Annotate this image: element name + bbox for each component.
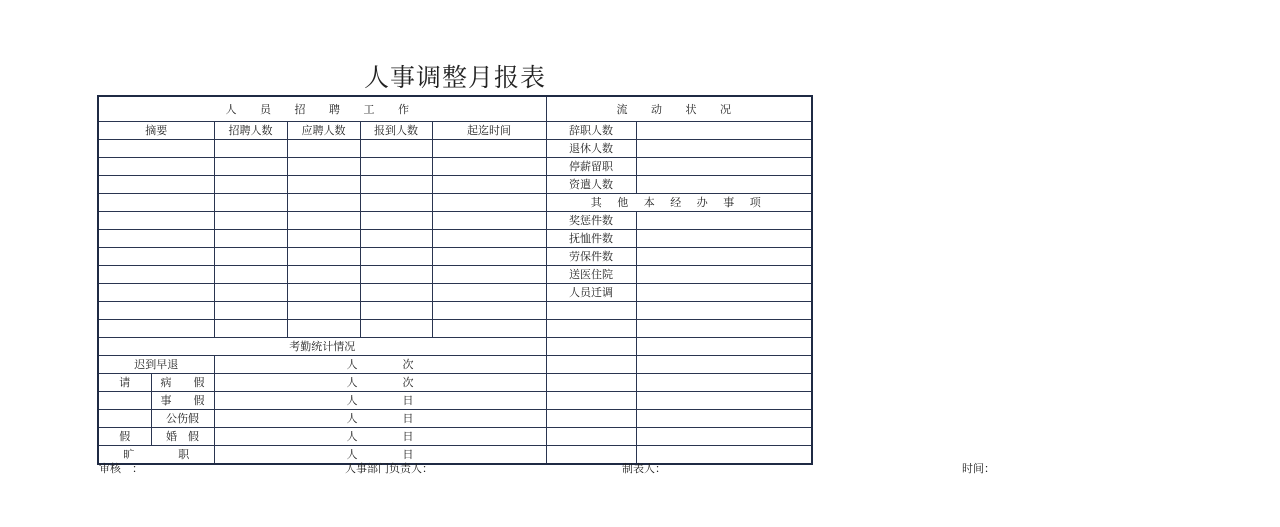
other-value[interactable] xyxy=(636,230,812,248)
cell[interactable] xyxy=(98,266,214,284)
cell[interactable] xyxy=(360,176,432,194)
cell[interactable] xyxy=(546,374,636,392)
cell[interactable] xyxy=(214,302,287,320)
cell[interactable] xyxy=(214,140,287,158)
cell[interactable] xyxy=(98,230,214,248)
cell[interactable] xyxy=(98,284,214,302)
other-label: 人员迁调 xyxy=(546,284,636,302)
other-value[interactable] xyxy=(636,284,812,302)
time-label: 时间： xyxy=(962,462,995,475)
cell[interactable] xyxy=(432,266,546,284)
flow-value[interactable] xyxy=(636,140,812,158)
cell[interactable] xyxy=(287,176,360,194)
unit: 日 xyxy=(402,448,414,461)
cell[interactable] xyxy=(360,230,432,248)
cell[interactable] xyxy=(360,248,432,266)
flow-label: 停薪留职 xyxy=(546,158,636,176)
unit-person: 人 xyxy=(346,394,358,407)
other-header: 其 他 本 经 办 事 项 xyxy=(546,194,812,212)
col-reported-count: 报到人数 xyxy=(360,122,432,140)
cell[interactable] xyxy=(636,428,812,446)
cell[interactable] xyxy=(287,212,360,230)
cell[interactable] xyxy=(287,284,360,302)
cell[interactable] xyxy=(432,140,546,158)
cell[interactable] xyxy=(546,320,636,338)
cell[interactable] xyxy=(98,158,214,176)
leave-value[interactable] xyxy=(214,392,546,410)
cell[interactable] xyxy=(546,338,636,356)
cell[interactable] xyxy=(432,302,546,320)
leave-value[interactable] xyxy=(214,428,546,446)
flow-header: 流 动 状 况 xyxy=(546,96,812,122)
late-label: 迟到早退 xyxy=(98,356,214,374)
maker-label: 制表人： xyxy=(622,462,666,475)
cell[interactable] xyxy=(636,338,812,356)
col-applicant-count: 应聘人数 xyxy=(287,122,360,140)
cell[interactable] xyxy=(98,248,214,266)
cell[interactable] xyxy=(214,320,287,338)
cell[interactable] xyxy=(214,212,287,230)
cell[interactable] xyxy=(432,248,546,266)
review-label: 审核 ： xyxy=(99,462,143,475)
cell[interactable] xyxy=(432,212,546,230)
other-label: 奖惩件数 xyxy=(546,212,636,230)
cell[interactable] xyxy=(98,212,214,230)
cell[interactable] xyxy=(287,266,360,284)
unit: 日 xyxy=(402,412,414,425)
cell[interactable] xyxy=(214,176,287,194)
unit-person: 人 xyxy=(346,430,358,443)
other-label: 送医住院 xyxy=(546,266,636,284)
cell[interactable] xyxy=(432,284,546,302)
unit-person: 人 xyxy=(346,358,358,371)
cell[interactable] xyxy=(360,284,432,302)
cell[interactable] xyxy=(98,140,214,158)
unit: 次 xyxy=(402,358,414,371)
cell[interactable] xyxy=(360,302,432,320)
flow-label: 退休人数 xyxy=(546,140,636,158)
unit-person: 人 xyxy=(346,412,358,425)
col-recruit-count: 招聘人数 xyxy=(214,122,287,140)
leave-type: 公伤假 xyxy=(151,410,214,428)
cell xyxy=(98,392,151,410)
cell xyxy=(98,410,151,428)
other-value[interactable] xyxy=(636,212,812,230)
cell[interactable] xyxy=(636,356,812,374)
cell[interactable] xyxy=(432,176,546,194)
col-summary: 摘要 xyxy=(98,122,214,140)
cell[interactable] xyxy=(214,158,287,176)
cell[interactable] xyxy=(287,230,360,248)
cell[interactable] xyxy=(287,158,360,176)
unit: 日 xyxy=(402,394,414,407)
unit: 日 xyxy=(402,430,414,443)
cell[interactable] xyxy=(287,320,360,338)
cell[interactable] xyxy=(636,410,812,428)
leave-label-top: 请 xyxy=(98,374,151,392)
cell[interactable] xyxy=(360,266,432,284)
other-value[interactable] xyxy=(636,248,812,266)
recruit-header: 人 员 招 聘 工 作 xyxy=(98,96,546,122)
cell[interactable] xyxy=(98,320,214,338)
cell[interactable] xyxy=(546,410,636,428)
cell[interactable] xyxy=(214,284,287,302)
cell[interactable] xyxy=(636,320,812,338)
cell[interactable] xyxy=(98,176,214,194)
leave-type: 婚 假 xyxy=(151,428,214,446)
cell[interactable] xyxy=(432,194,546,212)
hr-head-label: 人事部门负责人： xyxy=(345,462,433,475)
cell[interactable] xyxy=(360,212,432,230)
cell[interactable] xyxy=(546,428,636,446)
cell[interactable] xyxy=(98,302,214,320)
leave-type: 病 假 xyxy=(151,374,214,392)
col-period: 起迄时间 xyxy=(432,122,546,140)
cell[interactable] xyxy=(360,194,432,212)
other-label: 抚恤件数 xyxy=(546,230,636,248)
cell[interactable] xyxy=(546,356,636,374)
unit: 次 xyxy=(402,376,414,389)
attendance-header: 考勤统计情况 xyxy=(98,338,546,356)
cell[interactable] xyxy=(214,248,287,266)
cell[interactable] xyxy=(546,302,636,320)
other-label: 劳保件数 xyxy=(546,248,636,266)
cell[interactable] xyxy=(98,194,214,212)
cell[interactable] xyxy=(432,158,546,176)
cell[interactable] xyxy=(546,392,636,410)
late-value[interactable] xyxy=(214,356,546,374)
flow-label: 辞职人数 xyxy=(546,122,636,140)
cell[interactable] xyxy=(636,374,812,392)
cell[interactable] xyxy=(360,140,432,158)
other-value[interactable] xyxy=(636,266,812,284)
flow-value[interactable] xyxy=(636,158,812,176)
cell[interactable] xyxy=(287,248,360,266)
report-table xyxy=(97,95,813,465)
flow-value[interactable] xyxy=(636,176,812,194)
absent-label: 旷 职 xyxy=(98,446,214,465)
unit-person: 人 xyxy=(346,448,358,461)
cell[interactable] xyxy=(287,302,360,320)
cell[interactable] xyxy=(636,392,812,410)
cell[interactable] xyxy=(432,230,546,248)
cell[interactable] xyxy=(287,140,360,158)
cell[interactable] xyxy=(360,320,432,338)
flow-label: 资遣人数 xyxy=(546,176,636,194)
cell[interactable] xyxy=(287,194,360,212)
cell[interactable] xyxy=(432,320,546,338)
cell[interactable] xyxy=(360,158,432,176)
cell[interactable] xyxy=(214,266,287,284)
page-title: 人事调整月报表 xyxy=(363,63,546,92)
cell[interactable] xyxy=(214,230,287,248)
leave-type: 事 假 xyxy=(151,392,214,410)
flow-value[interactable] xyxy=(636,122,812,140)
cell[interactable] xyxy=(214,194,287,212)
leave-value[interactable] xyxy=(214,374,546,392)
leave-label-bottom: 假 xyxy=(98,428,151,446)
unit-person: 人 xyxy=(346,376,358,389)
cell[interactable] xyxy=(636,302,812,320)
leave-value[interactable] xyxy=(214,410,546,428)
